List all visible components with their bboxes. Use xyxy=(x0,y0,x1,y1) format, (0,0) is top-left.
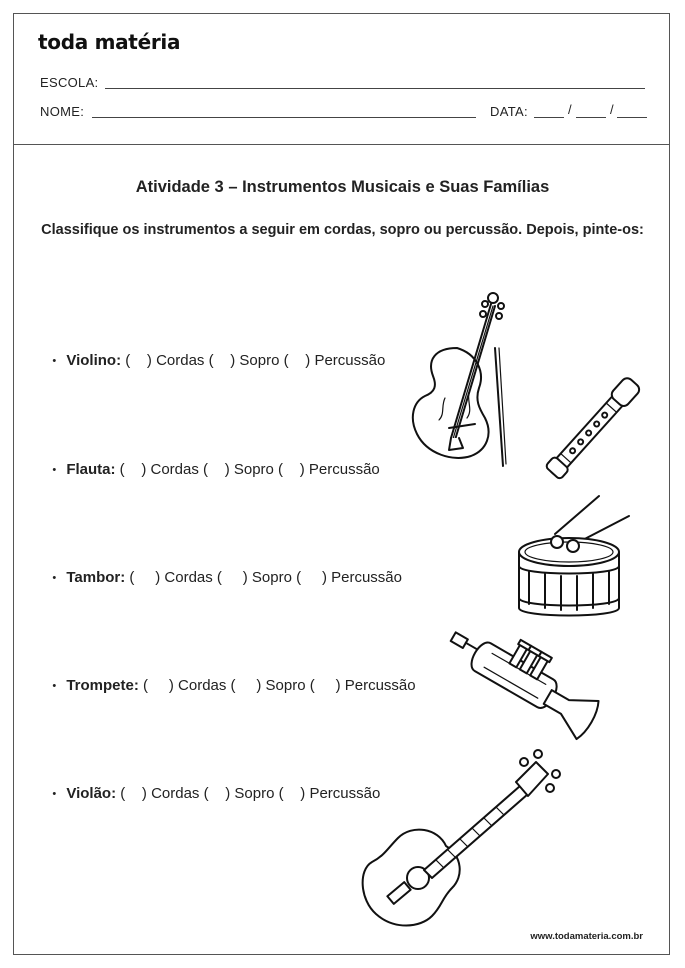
instrument-name: Violão: xyxy=(66,785,117,802)
classification-options[interactable]: ( ) Cordas ( ) Sopro ( ) Percussão xyxy=(138,677,416,694)
bullet: • xyxy=(52,788,57,800)
instrument-name: Tambor: xyxy=(66,569,126,586)
date-separator: / xyxy=(610,102,614,117)
instrument-name: Violino: xyxy=(66,352,122,369)
name-label: NOME: xyxy=(40,104,85,119)
violin-scroll xyxy=(488,293,498,303)
classification-options[interactable]: ( ) Cordas ( ) Sopro ( ) Percussão xyxy=(116,785,381,802)
trumpet-illustration[interactable] xyxy=(436,615,604,747)
bullet: • xyxy=(52,680,57,692)
activity-instructions: Classifique os instrumentos a seguir em cordas, sopro ou percussão. Depois, pinte-os: xyxy=(41,222,644,238)
guitar-illustration[interactable] xyxy=(360,752,560,936)
question-trompete[interactable] xyxy=(44,660,416,694)
school-field[interactable] xyxy=(105,88,645,89)
drumstick xyxy=(555,496,599,534)
flute-illustration[interactable] xyxy=(532,368,657,486)
name-field[interactable] xyxy=(92,117,476,118)
question-violao[interactable] xyxy=(44,768,380,802)
date-separator: / xyxy=(568,102,572,117)
classification-options[interactable]: ( ) Cordas ( ) Sopro ( ) Percussão xyxy=(115,461,380,478)
violin-bow xyxy=(495,348,503,466)
header-divider xyxy=(13,144,670,145)
activity-title: Atividade 3 – Instrumentos Musicais e Suas Famílias xyxy=(135,178,550,196)
question-tambor[interactable] xyxy=(44,552,402,586)
brand-logo: toda matéria xyxy=(38,30,181,54)
instrument-name: Flauta: xyxy=(66,461,116,478)
bullet: • xyxy=(52,572,57,584)
violin-illustration[interactable] xyxy=(405,288,520,473)
classification-options[interactable]: ( ) Cordas ( ) Sopro ( ) Percussão xyxy=(125,569,402,586)
drum-illustration[interactable] xyxy=(515,492,627,627)
instrument-name: Trompete: xyxy=(66,677,139,694)
classification-options[interactable]: ( ) Cordas ( ) Sopro ( ) Percussão xyxy=(121,352,386,369)
bullet: • xyxy=(52,355,57,367)
bullet: • xyxy=(52,464,57,476)
date-label: DATA: xyxy=(490,104,528,119)
trumpet-mouthpiece xyxy=(451,632,468,648)
question-flauta[interactable] xyxy=(44,444,380,478)
date-year-field[interactable] xyxy=(617,117,647,118)
date-day-field[interactable] xyxy=(534,117,564,118)
school-label: ESCOLA: xyxy=(40,75,99,90)
date-month-field[interactable] xyxy=(576,117,606,118)
question-violino[interactable] xyxy=(44,335,385,369)
website-url[interactable]: www.todamateria.com.br xyxy=(530,931,643,942)
